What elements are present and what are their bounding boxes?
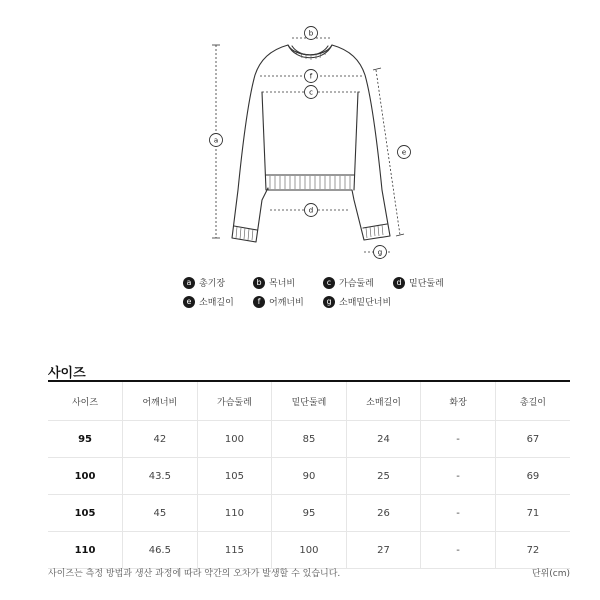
- legend-dot-icon: a: [183, 277, 195, 289]
- table-cell: -: [421, 458, 496, 495]
- legend-dot-icon: d: [393, 277, 405, 289]
- legend-label: 밑단둘레: [409, 279, 444, 289]
- size-table-container: [48, 380, 570, 569]
- table-cell: 115: [197, 532, 272, 569]
- table-row: [48, 532, 570, 569]
- size-section-title: 사이즈: [48, 366, 86, 381]
- marker-g-icon: [374, 246, 387, 259]
- svg-text:g: g: [377, 248, 383, 257]
- table-cell: 105: [197, 458, 272, 495]
- table-cell: 90: [272, 458, 347, 495]
- table-cell: 100: [272, 532, 347, 569]
- legend-item-a: [183, 276, 225, 289]
- svg-text:c: c: [309, 88, 313, 97]
- legend-label: 소매길이: [199, 298, 234, 308]
- header-hwajang: 화장: [421, 381, 496, 421]
- header-size: 사이즈: [48, 381, 123, 421]
- svg-text:f: f: [309, 72, 313, 81]
- table-cell: 67: [495, 421, 570, 458]
- cell-size: 110: [48, 532, 123, 569]
- table-row: [48, 495, 570, 532]
- legend-dot-icon: c: [323, 277, 335, 289]
- marker-e-icon: [398, 146, 411, 159]
- svg-text:d: d: [308, 206, 314, 215]
- svg-text:e: e: [401, 148, 407, 157]
- legend-item-c: [323, 276, 374, 289]
- cell-size: 100: [48, 458, 123, 495]
- legend-label: 목너비: [269, 279, 296, 289]
- legend-label: 소매밑단너비: [339, 298, 392, 308]
- table-cell: 25: [346, 458, 421, 495]
- table-cell: 71: [495, 495, 570, 532]
- header-chest: 가슴둘레: [197, 381, 272, 421]
- measurement-legend: [183, 276, 463, 316]
- table-cell: 27: [346, 532, 421, 569]
- table-cell: 100: [197, 421, 272, 458]
- legend-item-e: [183, 295, 234, 308]
- marker-f-icon: [305, 70, 318, 83]
- table-cell: 46.5: [123, 532, 198, 569]
- legend-item-d: [393, 276, 444, 289]
- legend-label: 총기장: [199, 279, 226, 289]
- size-table-header-row: [48, 381, 570, 421]
- legend-dot-icon: e: [183, 296, 195, 308]
- svg-text:a: a: [213, 136, 219, 145]
- marker-b-icon: [305, 27, 318, 40]
- size-footnote: 사이즈는 측정 방법과 생산 과정에 따라 약간의 오차가 발생할 수 있습니다.: [48, 569, 341, 579]
- legend-item-g: [323, 295, 391, 308]
- header-hem: 밑단둘레: [272, 381, 347, 421]
- legend-dot-icon: f: [253, 296, 265, 308]
- header-sleeve-length: 소매길이: [346, 381, 421, 421]
- cell-size: 95: [48, 421, 123, 458]
- unit-label: 단위(cm): [531, 569, 570, 579]
- legend-label: 가슴둘레: [339, 279, 374, 289]
- legend-item-f: [253, 295, 304, 308]
- table-cell: 95: [272, 495, 347, 532]
- table-row: [48, 458, 570, 495]
- table-cell: 45: [123, 495, 198, 532]
- marker-d-icon: [305, 204, 318, 217]
- cell-size: 105: [48, 495, 123, 532]
- table-cell: -: [421, 495, 496, 532]
- legend-label: 어깨너비: [269, 298, 304, 308]
- svg-text:b: b: [308, 29, 314, 38]
- legend-dot-icon: g: [323, 296, 335, 308]
- table-row: [48, 421, 570, 458]
- table-cell: -: [421, 421, 496, 458]
- table-cell: 43.5: [123, 458, 198, 495]
- table-cell: 110: [197, 495, 272, 532]
- marker-c-icon: [305, 86, 318, 99]
- table-cell: 85: [272, 421, 347, 458]
- table-cell: 26: [346, 495, 421, 532]
- legend-item-b: [253, 276, 295, 289]
- table-cell: 42: [123, 421, 198, 458]
- header-shoulder-width: 어깨너비: [123, 381, 198, 421]
- legend-dot-icon: b: [253, 277, 265, 289]
- header-total-length: 총길이: [495, 381, 570, 421]
- table-cell: 69: [495, 458, 570, 495]
- table-cell: -: [421, 532, 496, 569]
- table-cell: 24: [346, 421, 421, 458]
- size-table: [48, 380, 570, 569]
- marker-a-icon: [210, 134, 223, 147]
- table-cell: 72: [495, 532, 570, 569]
